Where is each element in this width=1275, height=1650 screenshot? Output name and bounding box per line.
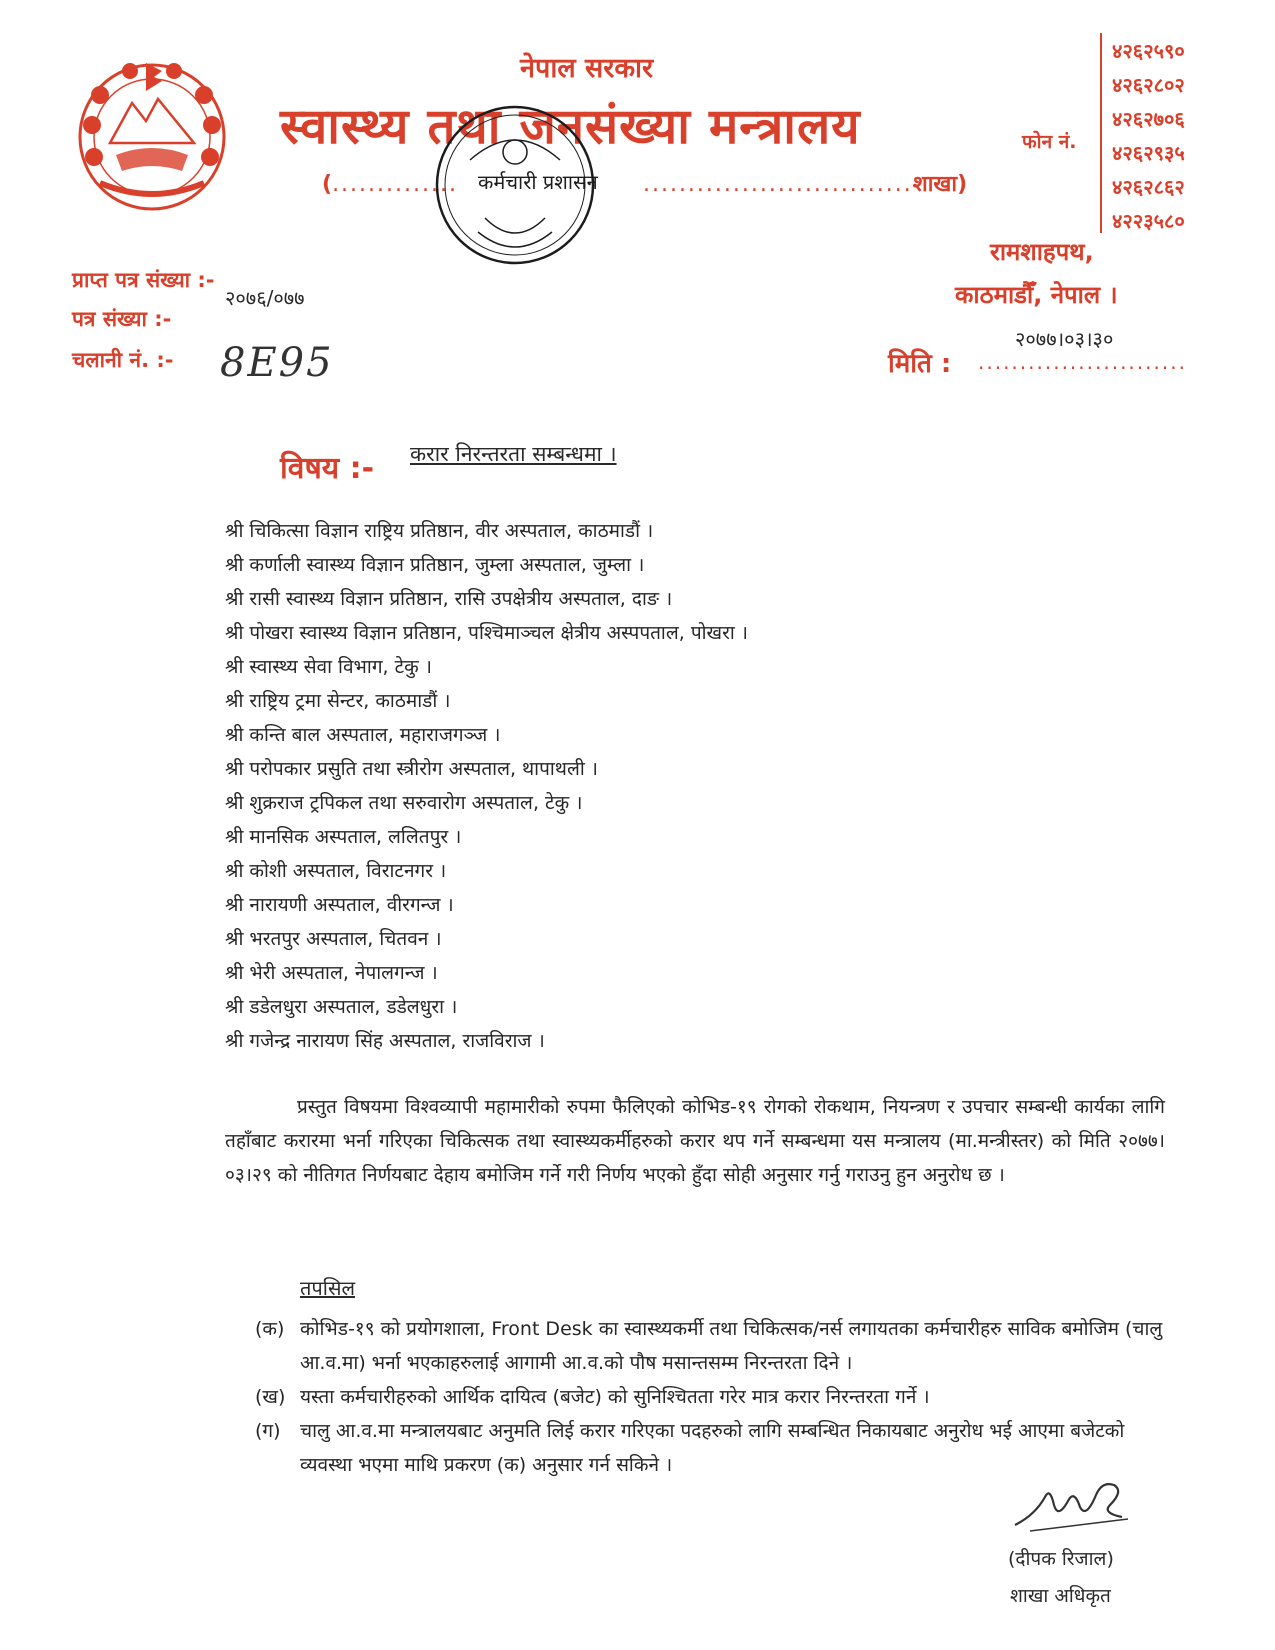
branch-dots-left: ..............	[332, 172, 458, 197]
schedule-marker: (ग)	[255, 1420, 281, 1442]
phone-number: ४२६२९३५	[1112, 141, 1185, 165]
phone-number: ४२६२५९०	[1112, 39, 1185, 63]
recipient-item: श्री डडेलधुरा अस्पताल, डडेलधुरा ।	[225, 996, 458, 1018]
schedule-list	[255, 1312, 1165, 1482]
address-city: काठमाडौँ, नेपाल ।	[955, 281, 1118, 309]
date-dots: .........................	[978, 350, 1187, 374]
phone-label: फोन नं.	[1022, 131, 1077, 153]
recipient-list	[225, 514, 1125, 1058]
recipient-item: श्री मानसिक अस्पताल, ललितपुर ।	[225, 826, 462, 848]
nepal-emblem-icon	[70, 55, 235, 215]
recipient-item: श्री नारायणी अस्पताल, वीरगन्ज ।	[225, 894, 454, 916]
schedule-item	[255, 1312, 1165, 1380]
branch-dots-right: ..............................	[642, 172, 913, 197]
body-paragraph: प्रस्तुत विषयमा विश्वव्यापी महामारीको रुपमा फैलिएको कोभिड-१९ रोगको रोकथाम, नियन्त्रण र उपचार सम्बन्धी कार्यका लागि तहाँबाट करारमा भर्ना गरिएका चिकित्सक तथा स्वास्थ्यकर्मीहरुको करार थप गर्ने सम्बन्धमा यस मन्त्रालय (मा.मन्त्रीस्तर) को मिति २०७७।०३।२९ को नीतिगत निर्णयबाट देहाय बमोजिम गर्ने गरी निर्णय भएको हुँदा सोही अनुसार गर्नु गराउनु हुन अनुरोध छ ।	[225, 1096, 1165, 1186]
subject-text: करार निरन्तरता सम्बन्धमा ।	[410, 442, 617, 466]
recipient-item: श्री स्वास्थ्य सेवा विभाग, टेकु ।	[225, 656, 433, 678]
phone-number: ४२६२७०६	[1112, 107, 1185, 131]
date-label: मिति :	[888, 349, 952, 379]
phone-number: ४२२३५८०	[1112, 209, 1185, 233]
branch-close: शाखा)	[912, 172, 968, 197]
schedule-item	[255, 1414, 1165, 1482]
phone-number: ४२६२८०२	[1112, 73, 1185, 97]
received-letter-label: प्राप्त पत्र संख्या :-	[72, 268, 215, 292]
government-title: नेपाल सरकार	[520, 53, 654, 84]
recipient-item: श्री कन्ति बाल अस्पताल, महाराजगञ्ज ।	[225, 724, 501, 746]
branch-open: (	[322, 172, 333, 197]
schedule-text: कोभिड-१९ को प्रयोगशाला, Front Desk का स्वास्थ्यकर्मी तथा चिकित्सक/नर्स लगायतका कर्मचारीहरु साविक बमोजिम (चालु आ.व.मा) भर्ना भएकाहरुलाई आगामी आ.व.को पौष मसान्तसम्म निरन्तरता दिने ।	[300, 1318, 1163, 1374]
subject-label: विषय :-	[280, 451, 375, 486]
recipient-item: श्री भरतपुर अस्पताल, चितवन ।	[225, 928, 442, 950]
schedule-text: यस्ता कर्मचारीहरुको आर्थिक दायित्व (बजेट) को सुनिश्चितता गरेर मात्र करार निरन्तरता गर्ने ।	[300, 1386, 930, 1408]
recipient-item: श्री कर्णाली स्वास्थ्य विज्ञान प्रतिष्ठान, जुम्ला अस्पताल, जुम्ला ।	[225, 554, 645, 576]
recipient-item: श्री गजेन्द्र नारायण सिंह अस्पताल, राजविराज ।	[225, 1030, 545, 1052]
recipient-item: श्री पोखरा स्वास्थ्य विज्ञान प्रतिष्ठान, पश्चिमाञ्चल क्षेत्रीय अस्पपताल, पोखरा ।	[225, 622, 749, 644]
recipient-item: श्री शुक्रराज ट्रपिकल तथा सरुवारोग अस्पताल, टेकु ।	[225, 792, 583, 814]
dispatch-number-label: चलानी नं. :-	[72, 348, 174, 372]
phone-number: ४२६२८६२	[1112, 175, 1185, 199]
signature-icon	[1010, 1475, 1140, 1535]
recipient-item: श्री राष्ट्रिय ट्रमा सेन्टर, काठमाडौं ।	[225, 690, 451, 712]
stamp-branch-text: कर्मचारी प्रशासन	[478, 170, 598, 194]
dispatch-number-value: 8E95	[220, 340, 334, 386]
branch-line	[322, 168, 967, 198]
schedule-title: तपसिल	[300, 1276, 356, 1300]
signer-title: शाखा अधिकृत	[1010, 1585, 1111, 1607]
letter-number-label: पत्र संख्या :-	[72, 307, 172, 331]
recipient-item: श्री भेरी अस्पताल, नेपालगन्ज ।	[225, 962, 438, 984]
schedule-marker: (क)	[255, 1318, 285, 1340]
recipient-item: श्री रासी स्वास्थ्य विज्ञान प्रतिष्ठान, रासि उपक्षेत्रीय अस्पताल, दाङ ।	[225, 588, 673, 610]
recipient-item: श्री चिकित्सा विज्ञान राष्ट्रिय प्रतिष्ठान, वीर अस्पताल, काठमाडौं ।	[225, 520, 654, 542]
schedule-marker: (ख)	[255, 1386, 286, 1408]
schedule-item	[255, 1380, 1165, 1414]
date-value: २०७७।०३।३०	[1015, 327, 1114, 351]
letter-number-value: २०७६/०७७	[225, 286, 305, 310]
address-street: रामशाहपथ,	[990, 238, 1094, 266]
recipient-item: श्री परोपकार प्रसुति तथा स्त्रीरोग अस्पताल, थापाथली ।	[225, 758, 598, 780]
schedule-text: चालु आ.व.मा मन्त्रालयबाट अनुमति लिई करार गरिएका पदहरुको लागि सम्बन्धित निकायबाट अनुरोध भई आएमा बजेटको व्यवस्था भएमा माथि प्रकरण (क) अनुसार गर्न सकिने ।	[300, 1420, 1125, 1476]
ministry-title: स्वास्थ्य तथा जनसंख्या मन्त्रालय	[280, 98, 861, 155]
phone-list	[1100, 33, 1212, 233]
recipient-item: श्री कोशी अस्पताल, विराटनगर ।	[225, 860, 447, 882]
signer-name: (दीपक रिजाल)	[1008, 1548, 1114, 1570]
